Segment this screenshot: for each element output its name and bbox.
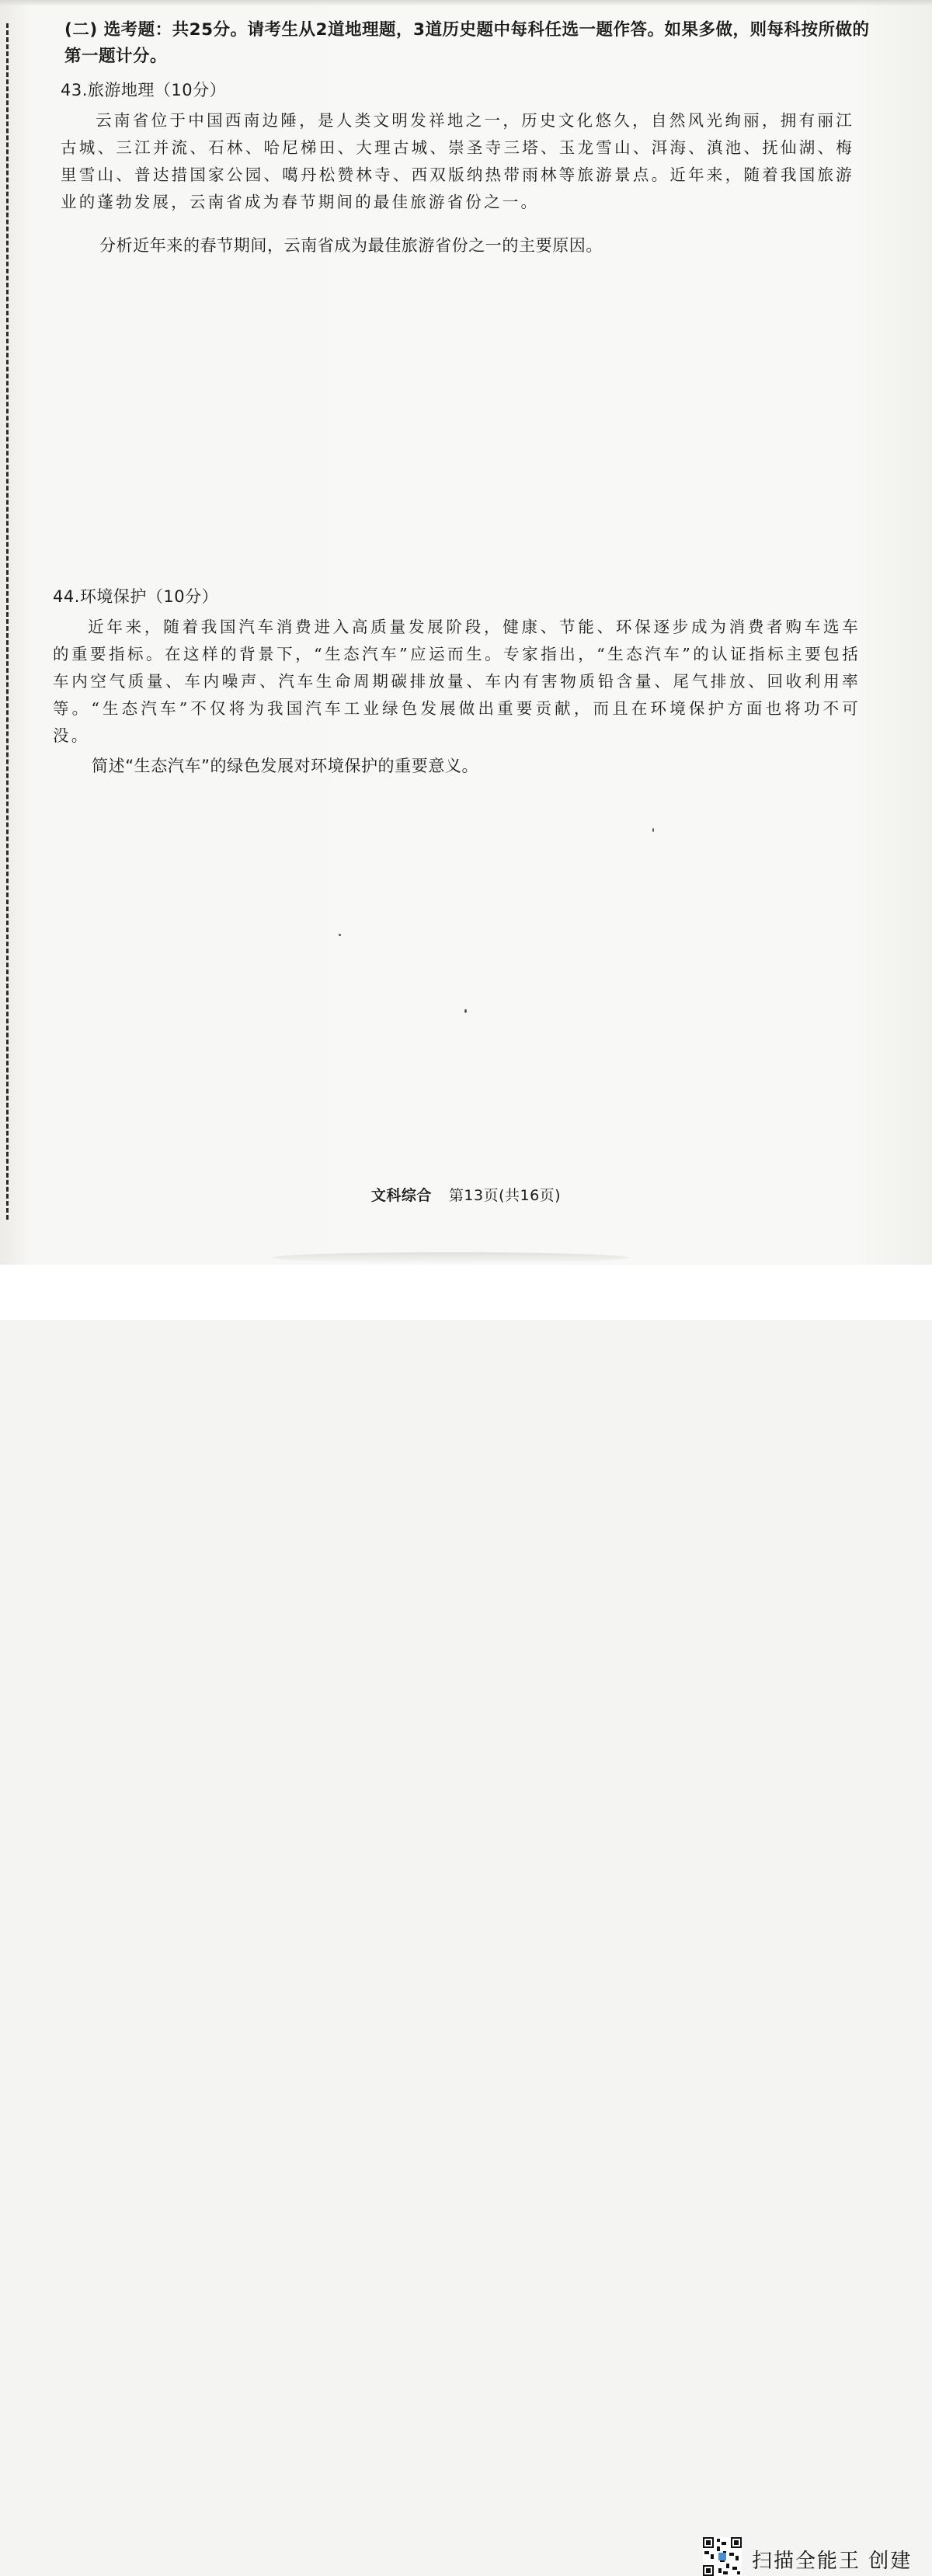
scan-speck <box>339 934 341 936</box>
scan-speck <box>464 1009 467 1013</box>
scanner-watermark <box>0 1265 932 2573</box>
question-44-prompt: 简述“生态汽车”的绿色发展对环境保护的重要意义。 <box>92 757 479 775</box>
binding-dashed-line <box>6 23 9 1220</box>
scan-edge-shadow <box>0 0 932 6</box>
question-44-paragraph: 近年来，随着我国汽车消费进入高质量发展阶段，健康、节能、环保逐步成为消费者购车选车的重要指标。在这样的背景下，“生态汽车”应运而生。专家指出，“生态汽车”的认证指标主要包括车内空气质量、车内噪声、汽车生命周期碳排放量、车内有害物质铅含量、尾气排放、回收利用率等。“生态汽车”不仅将为我国汽车工业绿色发展做出重要贡献，而且在环境保护方面也将功不可没。 <box>53 618 861 745</box>
section-header: (二) 选考题：共25分。请考生从2道地理题，3道历史题中每科任选一题作答。如果多做，则每科按所做的第一题计分。 <box>64 20 870 66</box>
question-43-title: 43.旅游地理（10分） <box>61 81 227 99</box>
qr-code-icon <box>703 2537 742 2576</box>
watermark-text: 扫描全能王 创建 <box>752 2550 913 2573</box>
footer-subject: 文科综合 <box>370 1187 432 1204</box>
footer-page-number: 第13页(共16页) <box>448 1187 562 1204</box>
scan-shadow <box>272 1252 629 1263</box>
page-footer <box>0 1184 932 1205</box>
question-43-paragraph: 云南省位于中国西南边陲，是人类文明发祥地之一，历史文化悠久，自然风光绚丽，拥有丽江古城、三江并流、石林、哈尼梯田、大理古城、崇圣寺三塔、玉龙雪山、洱海、滇池、抚仙湖、梅里雪山、普达措国家公园、噶丹松赞林寺、西双版纳热带雨林等旅游景点。近年来，随着我国旅游业的蓬勃发展，云南省成为春节期间的最佳旅游省份之一。 <box>61 111 854 211</box>
question-44-title: 44.环境保护（10分） <box>53 587 219 606</box>
scan-speck <box>652 828 654 832</box>
question-43-prompt: 分析近年来的春节期间，云南省成为最佳旅游省份之一的主要原因。 <box>99 236 603 255</box>
